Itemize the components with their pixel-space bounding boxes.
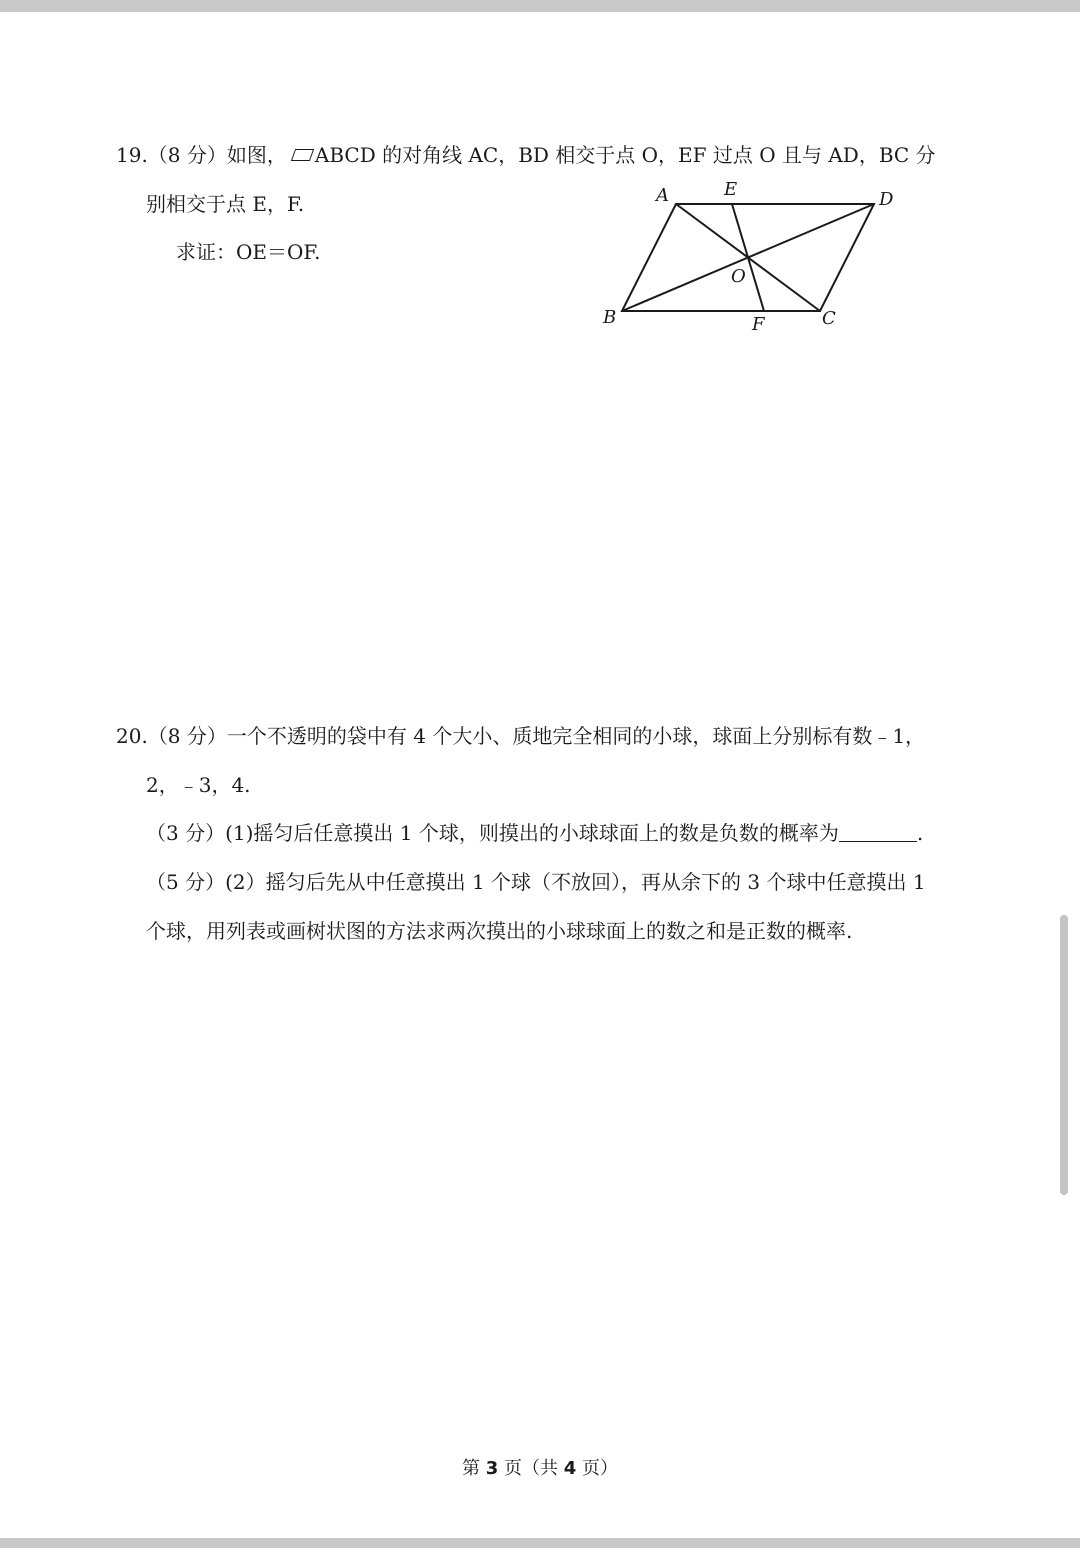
q19-parallelogram-figure bbox=[596, 176, 906, 338]
q20-line2: 2，﹣3，4. bbox=[146, 773, 251, 797]
label-d: D bbox=[879, 189, 894, 210]
page-footer bbox=[0, 1457, 1080, 1481]
q20-part1-text: （3 分）(1)摇匀后任意摸出 1 个球，则摸出的小球球面上的数是负数的概率为 bbox=[146, 821, 839, 845]
label-e: E bbox=[724, 179, 738, 200]
footer-prefix: 第 bbox=[462, 1458, 480, 1479]
footer-suffix: 页） bbox=[582, 1458, 618, 1479]
label-c: C bbox=[822, 308, 836, 329]
label-o: O bbox=[731, 266, 746, 287]
q19-line1-rest: ABCD 的对角线 AC，BD 相交于点 O，EF 过点 O 且与 AD，BC 分 bbox=[314, 143, 936, 167]
bottom-border-bar bbox=[0, 1538, 1080, 1548]
q20-part2-line1: （5 分）(2）摇匀后先从中任意摸出 1 个球（不放回），再从余下的 3 个球中任意摸出 1 bbox=[146, 870, 926, 894]
parallelogram-symbol-icon bbox=[291, 149, 314, 161]
vertical-scrollbar[interactable] bbox=[1058, 915, 1070, 1195]
parallelogram-diagram bbox=[596, 176, 906, 338]
label-b: B bbox=[603, 307, 617, 328]
q20-line1: 20.（8 分）一个不透明的袋中有 4 个大小、质地完全相同的小球，球面上分别标有数﹣1， bbox=[116, 724, 926, 748]
segment-ef bbox=[732, 204, 764, 311]
scrollbar-thumb[interactable] bbox=[1060, 915, 1068, 1195]
q19-line1-prefix: 19.（8 分）如图， bbox=[116, 143, 287, 167]
answer-blank bbox=[839, 823, 917, 842]
q20-part2-line2: 个球，用列表或画树状图的方法求两次摸出的小球球面上的数之和是正数的概率. bbox=[146, 919, 853, 943]
label-f: F bbox=[752, 314, 765, 335]
q20-part1-end: . bbox=[916, 821, 924, 845]
q19-line2: 别相交于点 E，F. bbox=[146, 192, 305, 216]
label-a: A bbox=[656, 185, 669, 206]
footer-total-pages: 4 bbox=[563, 1458, 577, 1479]
top-border-bar bbox=[0, 0, 1080, 12]
q20-part1 bbox=[146, 820, 923, 846]
footer-current-page: 3 bbox=[485, 1458, 499, 1479]
q19-line1 bbox=[116, 142, 936, 168]
footer-middle: 页（共 bbox=[504, 1458, 558, 1479]
q19-line3: 求证：OE＝OF. bbox=[176, 240, 321, 264]
